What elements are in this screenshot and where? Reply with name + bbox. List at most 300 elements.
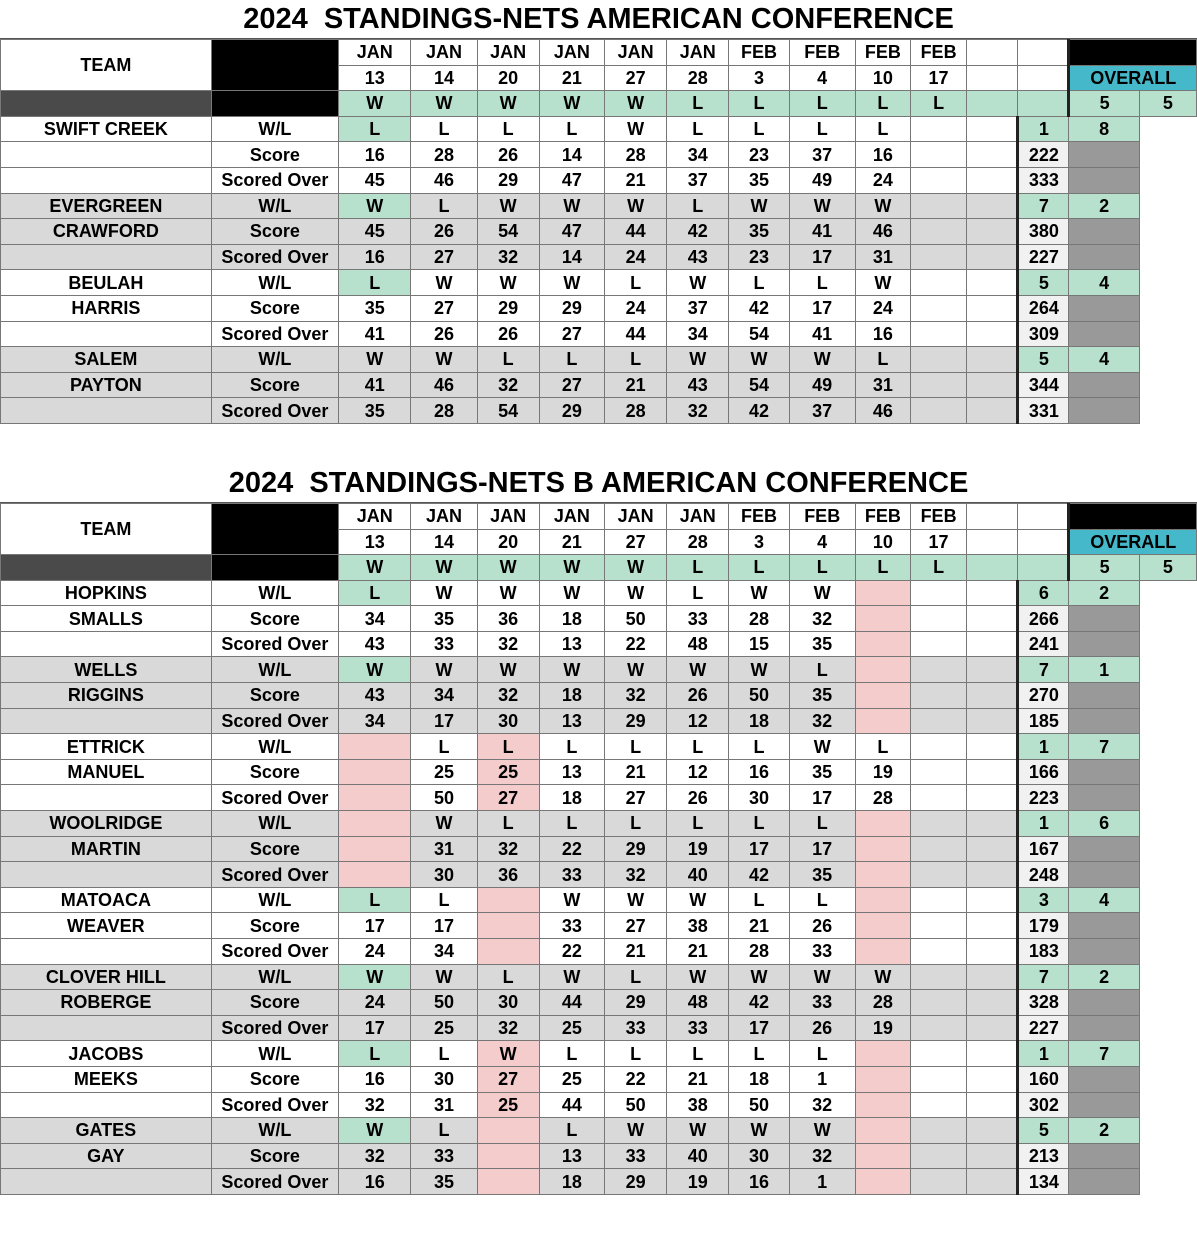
scored-over-cell: 24 bbox=[604, 244, 666, 270]
score-cell: 32 bbox=[789, 606, 855, 632]
day-label: 28 bbox=[667, 65, 729, 91]
score-cell: 21 bbox=[604, 372, 666, 398]
scored-over-cell: 13 bbox=[539, 631, 604, 657]
scored-over-cell: 33 bbox=[539, 862, 604, 888]
total-filler bbox=[1069, 990, 1139, 1016]
day-label: 10 bbox=[855, 65, 910, 91]
score-cell: 35 bbox=[411, 606, 477, 632]
scored-over-cell: 31 bbox=[855, 244, 910, 270]
wl-cell: L bbox=[339, 580, 411, 606]
total-score: 264 bbox=[1018, 295, 1069, 321]
team-name-secondary: CRAWFORD bbox=[1, 219, 212, 245]
score-cell bbox=[910, 142, 966, 168]
record-wins: 5 bbox=[1018, 1118, 1069, 1144]
wl-cell: L bbox=[411, 116, 477, 142]
day-label: 27 bbox=[604, 529, 666, 555]
score-cell: 16 bbox=[339, 1066, 411, 1092]
table-row bbox=[1, 708, 1197, 734]
row-label: W/L bbox=[211, 116, 338, 142]
wl-cell: L bbox=[604, 964, 666, 990]
scored-over-cell: 35 bbox=[789, 631, 855, 657]
record-losses: 2 bbox=[1069, 193, 1139, 219]
standings-table bbox=[0, 503, 1197, 1195]
wl-cell bbox=[855, 887, 910, 913]
total-filler bbox=[1069, 759, 1139, 785]
day-label: 4 bbox=[789, 529, 855, 555]
wl-cell bbox=[477, 887, 539, 913]
wl-cell: L bbox=[339, 1041, 411, 1067]
key-empty bbox=[967, 91, 1018, 117]
wl-cell: L bbox=[855, 734, 910, 760]
row-label: Score bbox=[211, 836, 338, 862]
scored-over-cell: 16 bbox=[339, 1169, 411, 1195]
row-label: Score bbox=[211, 142, 338, 168]
scored-over-cell: 33 bbox=[411, 631, 477, 657]
scored-over-cell: 18 bbox=[729, 708, 789, 734]
row-label: W/L bbox=[211, 270, 338, 296]
scored-over-cell: 42 bbox=[729, 862, 789, 888]
team-name: MATOACA bbox=[1, 887, 212, 913]
scored-over-cell: 16 bbox=[339, 244, 411, 270]
row-label: Scored Over bbox=[211, 244, 338, 270]
table-row bbox=[1, 321, 1197, 347]
score-cell: 21 bbox=[729, 913, 789, 939]
wl-cell: L bbox=[411, 734, 477, 760]
header-black-block bbox=[211, 503, 338, 554]
total-score: 344 bbox=[1018, 372, 1069, 398]
wl-cell: L bbox=[729, 1041, 789, 1067]
key-wl: L bbox=[789, 91, 855, 117]
key-wl: W bbox=[339, 555, 411, 581]
score-cell: 22 bbox=[539, 836, 604, 862]
month-label: JAN bbox=[604, 40, 666, 66]
score-cell: 1 bbox=[789, 1066, 855, 1092]
scored-over-cell: 48 bbox=[667, 631, 729, 657]
wl-cell: W bbox=[667, 657, 729, 683]
table-row bbox=[1, 372, 1197, 398]
wl-cell: L bbox=[477, 811, 539, 837]
month-label: JAN bbox=[339, 503, 411, 529]
score-cell: 23 bbox=[729, 142, 789, 168]
score-cell: 40 bbox=[667, 1143, 729, 1169]
wl-cell: L bbox=[477, 734, 539, 760]
team-name-blank bbox=[1, 785, 212, 811]
wl-cell: L bbox=[729, 734, 789, 760]
score-cell: 33 bbox=[789, 990, 855, 1016]
wl-cell: W bbox=[729, 193, 789, 219]
score-cell: 36 bbox=[477, 606, 539, 632]
scored-over-cell: 21 bbox=[604, 939, 666, 965]
overall-black-block bbox=[1069, 503, 1197, 529]
score-cell: 29 bbox=[604, 990, 666, 1016]
wl-cell: L bbox=[789, 887, 855, 913]
wl-cell: L bbox=[477, 964, 539, 990]
row-label: Score bbox=[211, 1066, 338, 1092]
scored-over-cell: 34 bbox=[339, 708, 411, 734]
record-losses: 4 bbox=[1069, 270, 1139, 296]
score-cell: 44 bbox=[539, 990, 604, 1016]
score-cell: 27 bbox=[477, 1066, 539, 1092]
scored-over-cell: 44 bbox=[604, 321, 666, 347]
wl-cell: W bbox=[411, 270, 477, 296]
score-cell bbox=[339, 836, 411, 862]
table-row bbox=[1, 939, 1197, 965]
scored-over-cell: 41 bbox=[339, 321, 411, 347]
wl-cell bbox=[855, 657, 910, 683]
key-wl: W bbox=[477, 91, 539, 117]
record-losses: 1 bbox=[1069, 657, 1139, 683]
empty-cell bbox=[967, 398, 1018, 424]
scored-over-cell: 33 bbox=[604, 1015, 666, 1041]
row-label: Scored Over bbox=[211, 631, 338, 657]
scored-over-cell: 36 bbox=[477, 862, 539, 888]
score-cell bbox=[855, 1066, 910, 1092]
score-cell: 33 bbox=[539, 913, 604, 939]
table-row bbox=[1, 142, 1197, 168]
wl-cell: L bbox=[667, 811, 729, 837]
scored-over-cell: 17 bbox=[411, 708, 477, 734]
empty-cell bbox=[967, 811, 1018, 837]
section-title: 2024 STANDINGS-NETS AMERICAN CONFERENCE bbox=[0, 0, 1197, 39]
key-wl: L bbox=[667, 91, 729, 117]
empty-cell bbox=[967, 606, 1018, 632]
month-label: FEB bbox=[855, 503, 910, 529]
team-name: WOOLRIDGE bbox=[1, 811, 212, 837]
score-cell: 46 bbox=[411, 372, 477, 398]
scored-over-cell: 47 bbox=[539, 167, 604, 193]
table-row bbox=[1, 913, 1197, 939]
team-name-blank bbox=[1, 1169, 212, 1195]
month-label: FEB bbox=[855, 40, 910, 66]
total-score: 213 bbox=[1018, 1143, 1069, 1169]
team-header: TEAM bbox=[1, 503, 212, 554]
key-wl: W bbox=[411, 91, 477, 117]
score-cell: 25 bbox=[477, 759, 539, 785]
table-row bbox=[1, 398, 1197, 424]
total-score: 166 bbox=[1018, 759, 1069, 785]
key-wl: L bbox=[910, 91, 966, 117]
scored-over-cell bbox=[910, 321, 966, 347]
score-cell: 28 bbox=[604, 142, 666, 168]
key-empty bbox=[1018, 91, 1069, 117]
header-month-row bbox=[1, 40, 1197, 66]
total-score: 160 bbox=[1018, 1066, 1069, 1092]
scored-over-cell: 32 bbox=[477, 1015, 539, 1041]
row-label: Scored Over bbox=[211, 1092, 338, 1118]
record-wins: 1 bbox=[1018, 811, 1069, 837]
scored-over-cell: 32 bbox=[339, 1092, 411, 1118]
total-filler bbox=[1069, 606, 1139, 632]
wl-cell: L bbox=[729, 887, 789, 913]
key-wl: L bbox=[855, 91, 910, 117]
wl-cell bbox=[910, 734, 966, 760]
record-losses: 4 bbox=[1069, 887, 1139, 913]
table-row bbox=[1, 219, 1197, 245]
scored-over-cell: 30 bbox=[477, 708, 539, 734]
empty-cell bbox=[1018, 503, 1069, 529]
total-filler bbox=[1069, 142, 1139, 168]
wl-cell: L bbox=[667, 193, 729, 219]
score-cell: 21 bbox=[604, 759, 666, 785]
scored-over-cell: 38 bbox=[667, 1092, 729, 1118]
score-cell: 29 bbox=[539, 295, 604, 321]
wl-cell: W bbox=[539, 270, 604, 296]
score-cell: 30 bbox=[729, 1143, 789, 1169]
empty-cell bbox=[967, 887, 1018, 913]
wl-cell: W bbox=[477, 270, 539, 296]
overall-header: OVERALL bbox=[1069, 65, 1197, 91]
empty-cell bbox=[967, 116, 1018, 142]
month-label: FEB bbox=[910, 503, 966, 529]
score-cell: 27 bbox=[604, 913, 666, 939]
row-label: W/L bbox=[211, 887, 338, 913]
empty-cell bbox=[967, 503, 1018, 529]
score-cell: 25 bbox=[539, 1066, 604, 1092]
day-label: 3 bbox=[729, 529, 789, 555]
score-cell: 17 bbox=[789, 295, 855, 321]
scored-over-cell: 27 bbox=[604, 785, 666, 811]
score-cell: 18 bbox=[729, 1066, 789, 1092]
wl-cell: W bbox=[604, 193, 666, 219]
table-row bbox=[1, 167, 1197, 193]
score-cell: 31 bbox=[411, 836, 477, 862]
row-label: Scored Over bbox=[211, 862, 338, 888]
wl-cell: W bbox=[411, 964, 477, 990]
scored-over-cell: 50 bbox=[604, 1092, 666, 1118]
score-cell: 33 bbox=[411, 1143, 477, 1169]
total-filler bbox=[1069, 1066, 1139, 1092]
total-filler bbox=[1069, 372, 1139, 398]
scored-over-cell: 22 bbox=[604, 631, 666, 657]
score-cell: 43 bbox=[667, 372, 729, 398]
scored-over-cell: 18 bbox=[539, 785, 604, 811]
key-wl: W bbox=[411, 555, 477, 581]
scored-over-cell: 17 bbox=[339, 1015, 411, 1041]
team-name-secondary: ROBERGE bbox=[1, 990, 212, 1016]
wl-cell bbox=[910, 1041, 966, 1067]
record-wins: 7 bbox=[1018, 193, 1069, 219]
total-scored-over: 309 bbox=[1018, 321, 1069, 347]
record-losses: 7 bbox=[1069, 734, 1139, 760]
team-name-secondary: PAYTON bbox=[1, 372, 212, 398]
score-cell: 21 bbox=[667, 1066, 729, 1092]
wl-cell: W bbox=[477, 580, 539, 606]
scored-over-cell: 15 bbox=[729, 631, 789, 657]
key-overall-loss: 5 bbox=[1139, 91, 1196, 117]
wl-cell: L bbox=[667, 580, 729, 606]
scored-over-cell: 31 bbox=[411, 1092, 477, 1118]
total-score: 270 bbox=[1018, 683, 1069, 709]
scored-over-cell bbox=[855, 708, 910, 734]
key-overall-loss: 5 bbox=[1139, 555, 1196, 581]
score-cell: 29 bbox=[604, 836, 666, 862]
scored-over-cell: 41 bbox=[789, 321, 855, 347]
total-filler bbox=[1069, 708, 1139, 734]
wl-cell: W bbox=[667, 964, 729, 990]
scored-over-cell: 26 bbox=[789, 1015, 855, 1041]
scored-over-cell: 32 bbox=[789, 1092, 855, 1118]
wl-cell: W bbox=[411, 811, 477, 837]
key-wl: W bbox=[604, 555, 666, 581]
scored-over-cell: 32 bbox=[789, 708, 855, 734]
empty-cell bbox=[1018, 65, 1069, 91]
empty-cell bbox=[967, 631, 1018, 657]
total-filler bbox=[1069, 167, 1139, 193]
day-label: 13 bbox=[339, 65, 411, 91]
score-cell: 37 bbox=[789, 142, 855, 168]
month-label: FEB bbox=[910, 40, 966, 66]
scored-over-cell: 13 bbox=[539, 708, 604, 734]
table-row bbox=[1, 990, 1197, 1016]
wl-cell: W bbox=[539, 580, 604, 606]
wl-cell: W bbox=[789, 734, 855, 760]
standings-table bbox=[0, 39, 1197, 424]
score-cell: 41 bbox=[789, 219, 855, 245]
row-label: Score bbox=[211, 913, 338, 939]
wl-cell: L bbox=[539, 116, 604, 142]
row-label: Score bbox=[211, 759, 338, 785]
wl-cell: W bbox=[855, 270, 910, 296]
empty-cell bbox=[967, 372, 1018, 398]
score-cell: 50 bbox=[411, 990, 477, 1016]
row-label: Scored Over bbox=[211, 1169, 338, 1195]
scored-over-cell: 28 bbox=[604, 398, 666, 424]
scored-over-cell: 27 bbox=[539, 321, 604, 347]
day-label: 17 bbox=[910, 529, 966, 555]
day-label: 28 bbox=[667, 529, 729, 555]
wl-cell: L bbox=[729, 811, 789, 837]
score-cell bbox=[910, 913, 966, 939]
row-label: Score bbox=[211, 606, 338, 632]
wl-cell: L bbox=[339, 887, 411, 913]
wl-cell: W bbox=[477, 1041, 539, 1067]
day-label: 10 bbox=[855, 529, 910, 555]
table-row bbox=[1, 631, 1197, 657]
wl-cell: L bbox=[339, 270, 411, 296]
record-losses: 2 bbox=[1069, 964, 1139, 990]
header-month-row bbox=[1, 503, 1197, 529]
score-cell: 28 bbox=[729, 606, 789, 632]
score-cell: 50 bbox=[604, 606, 666, 632]
total-filler bbox=[1069, 785, 1139, 811]
score-cell: 35 bbox=[339, 295, 411, 321]
row-label: W/L bbox=[211, 811, 338, 837]
key-wl: L bbox=[910, 555, 966, 581]
wl-cell: W bbox=[604, 116, 666, 142]
record-losses: 7 bbox=[1069, 1041, 1139, 1067]
score-cell: 31 bbox=[855, 372, 910, 398]
team-name: HOPKINS bbox=[1, 580, 212, 606]
scored-over-cell bbox=[855, 939, 910, 965]
wl-cell: L bbox=[539, 734, 604, 760]
table-row bbox=[1, 295, 1197, 321]
day-label: 14 bbox=[411, 65, 477, 91]
day-label: 20 bbox=[477, 65, 539, 91]
record-wins: 7 bbox=[1018, 657, 1069, 683]
score-cell bbox=[855, 836, 910, 862]
scored-over-cell bbox=[910, 862, 966, 888]
wl-cell: L bbox=[855, 116, 910, 142]
row-label: Score bbox=[211, 295, 338, 321]
empty-cell bbox=[967, 1118, 1018, 1144]
score-cell: 14 bbox=[539, 142, 604, 168]
key-overall-win: 5 bbox=[1069, 555, 1139, 581]
header-black-block bbox=[211, 40, 338, 91]
table-row bbox=[1, 862, 1197, 888]
wl-cell: W bbox=[729, 657, 789, 683]
wl-cell: L bbox=[604, 734, 666, 760]
wl-cell: W bbox=[411, 657, 477, 683]
wl-cell: W bbox=[667, 270, 729, 296]
wl-cell bbox=[910, 887, 966, 913]
table-row bbox=[1, 193, 1197, 219]
score-cell: 30 bbox=[411, 1066, 477, 1092]
scored-over-cell: 28 bbox=[411, 398, 477, 424]
scored-over-cell: 40 bbox=[667, 862, 729, 888]
score-cell bbox=[910, 836, 966, 862]
record-wins: 5 bbox=[1018, 347, 1069, 373]
score-cell: 22 bbox=[604, 1066, 666, 1092]
wl-cell: L bbox=[667, 1041, 729, 1067]
wl-cell: W bbox=[789, 347, 855, 373]
scored-over-cell bbox=[910, 708, 966, 734]
scored-over-cell: 18 bbox=[539, 1169, 604, 1195]
table-row bbox=[1, 1015, 1197, 1041]
wl-cell: L bbox=[789, 1041, 855, 1067]
empty-cell bbox=[967, 167, 1018, 193]
score-cell bbox=[910, 990, 966, 1016]
key-wl: W bbox=[604, 91, 666, 117]
total-filler bbox=[1069, 398, 1139, 424]
month-label: JAN bbox=[411, 40, 477, 66]
scored-over-cell: 43 bbox=[667, 244, 729, 270]
wl-cell: W bbox=[604, 887, 666, 913]
table-row bbox=[1, 1092, 1197, 1118]
month-label: JAN bbox=[411, 503, 477, 529]
record-wins: 1 bbox=[1018, 1041, 1069, 1067]
wl-cell: L bbox=[789, 811, 855, 837]
team-name-secondary: MARTIN bbox=[1, 836, 212, 862]
empty-cell bbox=[967, 836, 1018, 862]
scored-over-cell bbox=[855, 1092, 910, 1118]
total-filler bbox=[1069, 836, 1139, 862]
score-cell: 43 bbox=[339, 683, 411, 709]
wl-cell: L bbox=[789, 270, 855, 296]
total-filler bbox=[1069, 631, 1139, 657]
scored-over-cell: 27 bbox=[477, 785, 539, 811]
scored-over-cell: 30 bbox=[411, 862, 477, 888]
scored-over-cell: 45 bbox=[339, 167, 411, 193]
empty-cell bbox=[967, 347, 1018, 373]
day-label: 21 bbox=[539, 65, 604, 91]
score-cell: 41 bbox=[339, 372, 411, 398]
month-label: FEB bbox=[789, 503, 855, 529]
team-name-blank bbox=[1, 1015, 212, 1041]
day-label: 20 bbox=[477, 529, 539, 555]
record-losses: 2 bbox=[1069, 1118, 1139, 1144]
score-cell: 42 bbox=[729, 295, 789, 321]
team-name-blank bbox=[1, 862, 212, 888]
wl-cell: L bbox=[539, 811, 604, 837]
empty-cell bbox=[967, 683, 1018, 709]
row-label: Score bbox=[211, 372, 338, 398]
empty-cell bbox=[967, 759, 1018, 785]
wl-cell: L bbox=[339, 116, 411, 142]
scored-over-cell bbox=[477, 1169, 539, 1195]
scored-over-cell: 12 bbox=[667, 708, 729, 734]
scored-over-cell: 25 bbox=[477, 1092, 539, 1118]
record-wins: 1 bbox=[1018, 734, 1069, 760]
